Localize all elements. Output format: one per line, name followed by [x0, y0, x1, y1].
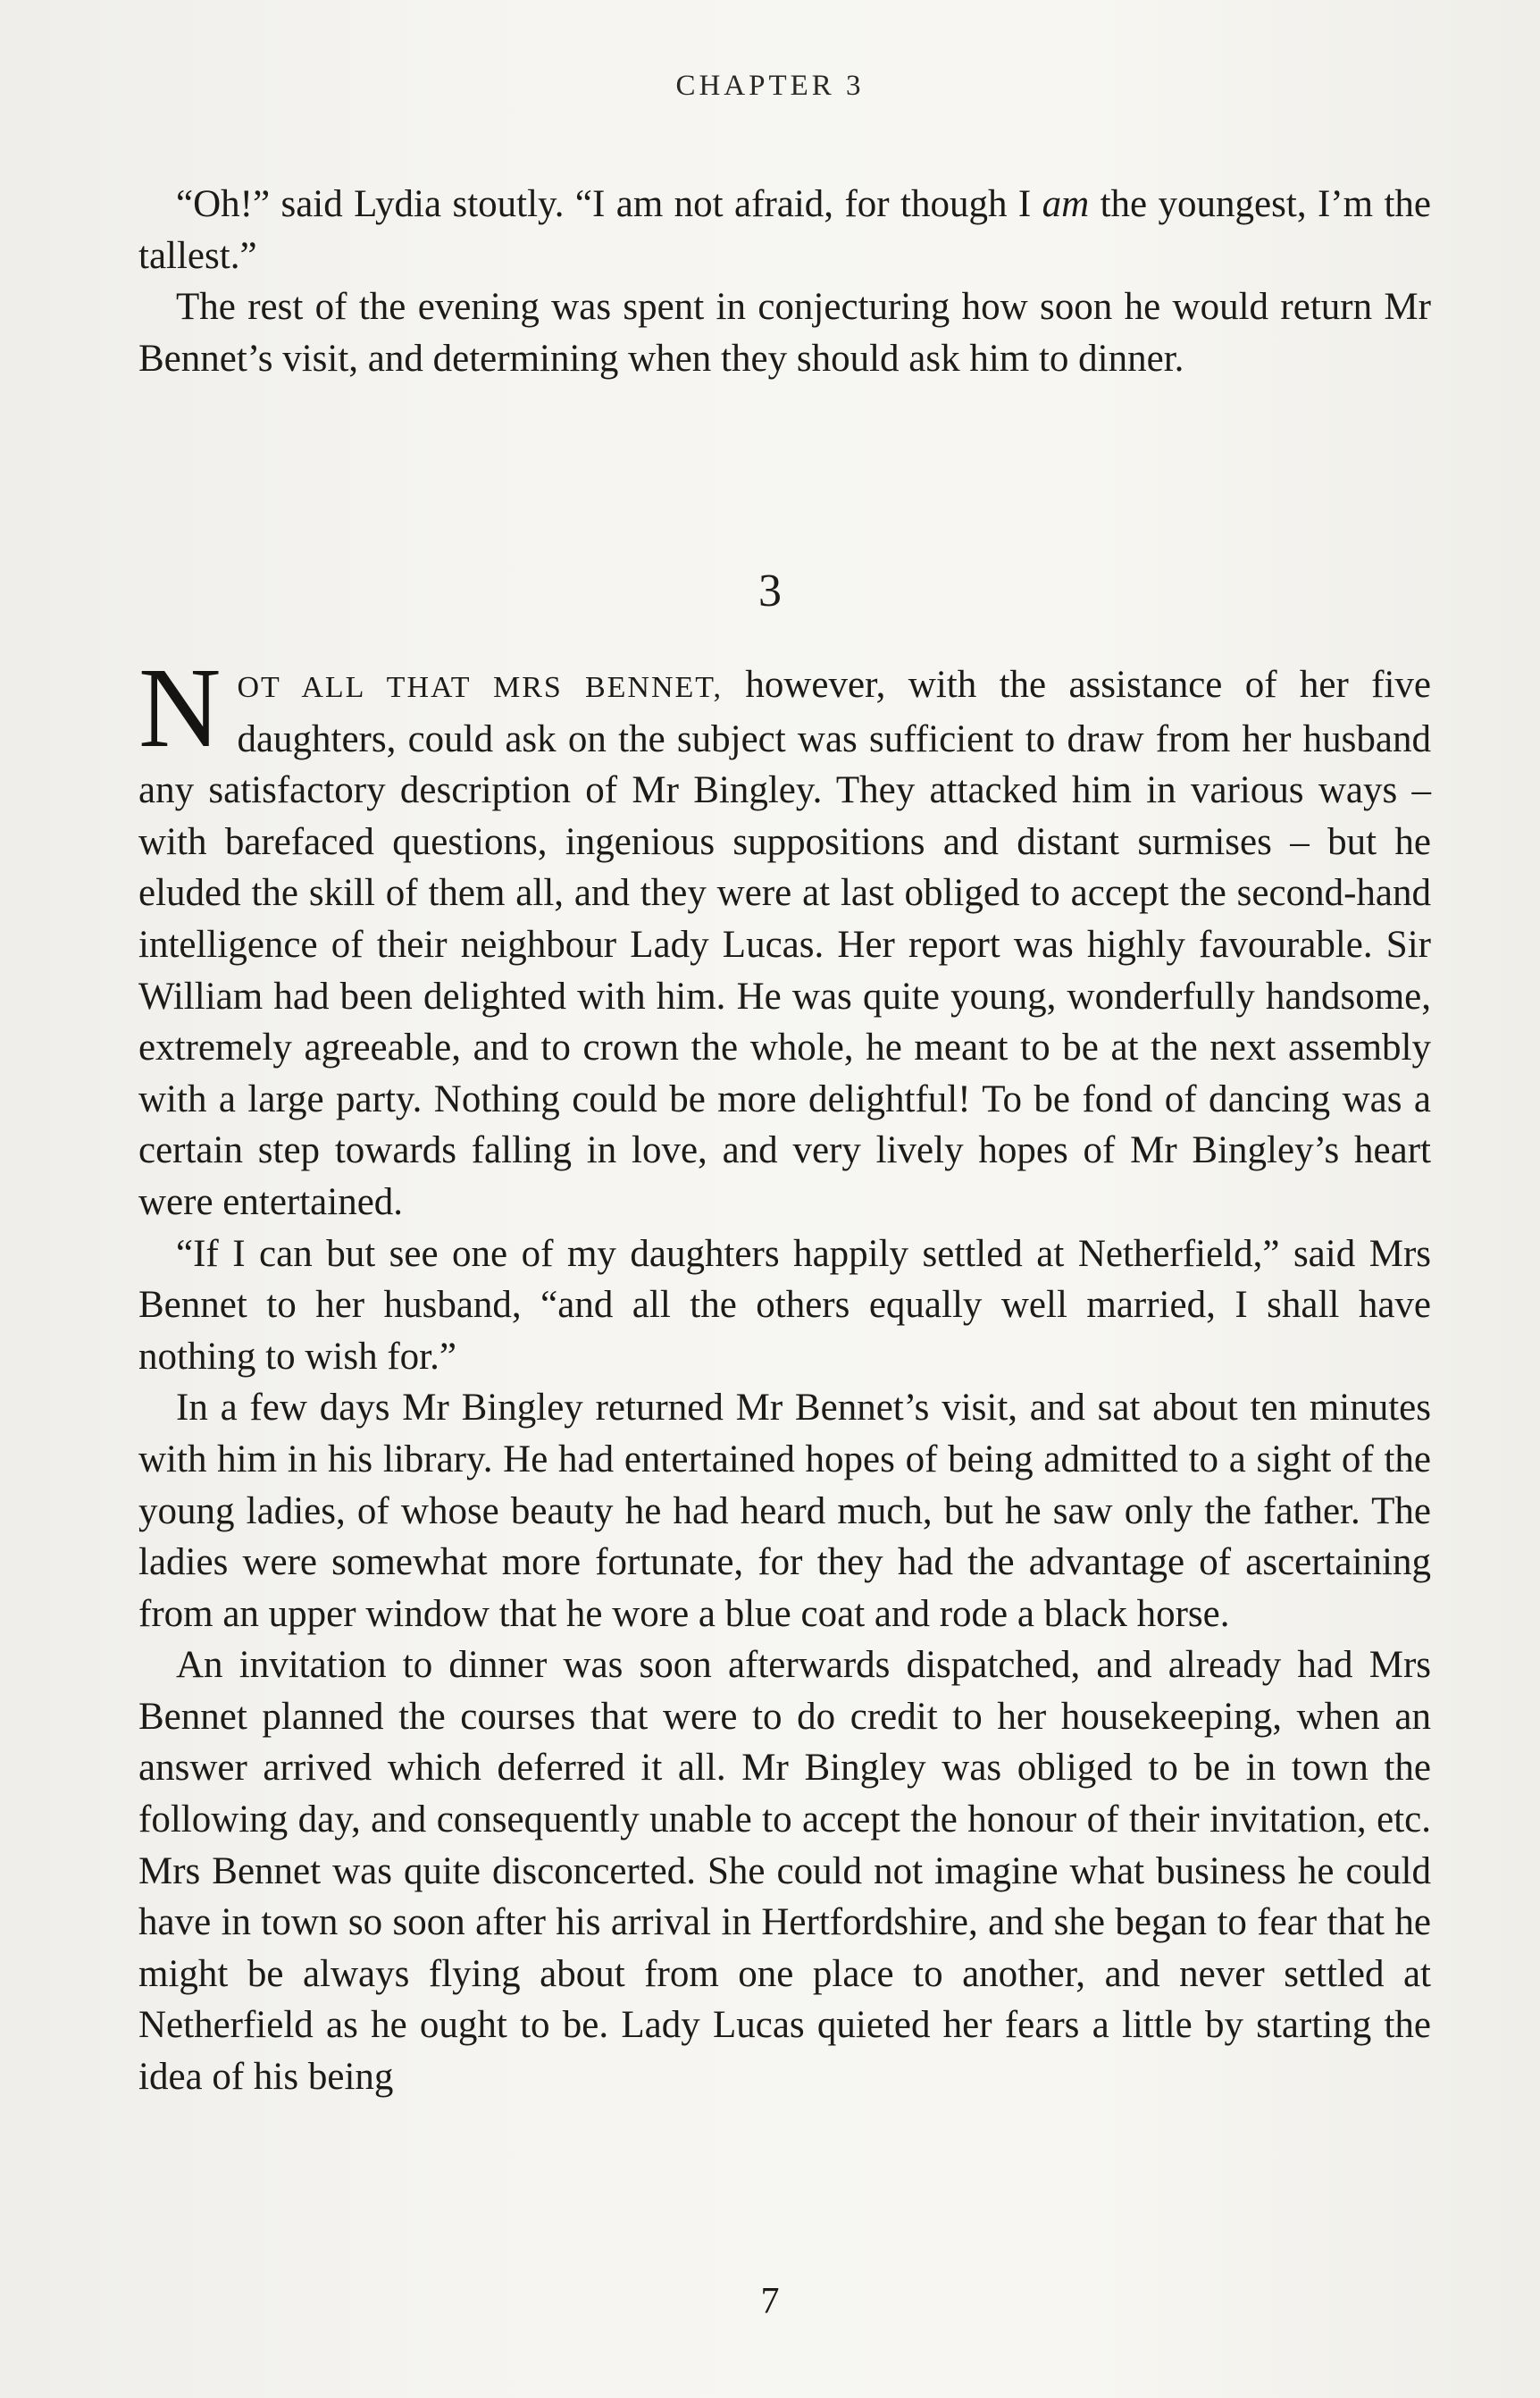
paragraph-lydia: “Oh!” said Lydia stoutly. “I am not afraid, for though I am the youngest, I’m the tallest.” [138, 183, 1432, 277]
small-caps-lead: OT ALL THAT MRS BENNET, [237, 671, 724, 704]
paragraph-netherfield: “If I can but see one of my daughters happily settled at Netherfield,” said Mrs Bennet to her husband, “and all the others equally well married, I shall have nothing to wish for.” [138, 1232, 1431, 1378]
chapter-body [138, 644, 1431, 2103]
drop-cap: N [138, 644, 222, 771]
running-head: CHAPTER 3 [675, 70, 865, 102]
preceding-text [138, 179, 1431, 384]
paragraph-evening: The rest of the evening was spent in conjecturing how soon he would return Mr Bennet’s visit, and determining when they should ask him to dinner. [138, 286, 1431, 380]
emphasis-am: am [1042, 183, 1090, 225]
paragraph-invitation: An invitation to dinner was soon afterwards dispatched, and already had Mrs Bennet planned the courses that were to do credit to her housekeeping, when an answer arrived which deferred it all. Mr Bingley was obliged to be in town the following day, and consequently unable to accept the honour of their invitation, etc. Mrs Bennet was quite disconcerted. She could not imagine what business he could have in town so soon after his arrival in Hertfordshire, and she began to fear that he might be always flying about from one place to another, and never settled at Netherfield as he ought to be. Lady Lucas quieted her fears a little by starting the idea of his being [138, 1644, 1431, 2099]
paragraph-visit: In a few days Mr Bingley returned Mr Bennet’s visit, and sat about ten minutes with him in his library. He had entertained hopes of being admitted to a sight of the young ladies, of whose beauty he had heard much, but he saw only the father. The ladies were somewhat more fortunate, for they had the advantage of ascertaining from an upper window that he wore a blue coat and rode a black horse. [138, 1387, 1431, 1635]
page-number: 7 [760, 2281, 780, 2322]
opening-paragraph: NOT ALL THAT MRS BENNET, however, with the assistance of her five daughters, could ask on the subject was sufficient to draw from her husband any satisfactory description of Mr Bingley. They attacked him in various ways – with barefaced questions, ingenious suppositions and distant surmises – but he eluded the skill of them all, and they were at last obliged to accept the second-hand intelligence of their neighbour Lady Lucas. Her report was highly favourable. Sir William had been delighted with him. He was quite young, wonderfully handsome, extremely agreeable, and to crown the whole, he meant to be at the next assembly with a large party. Nothing could be more delightful! To be fond of dancing was a certain step towards falling in love, and very lively hopes of Mr Bingley’s heart were entertained. [138, 644, 1431, 1223]
chapter-number: 3 [758, 566, 782, 616]
